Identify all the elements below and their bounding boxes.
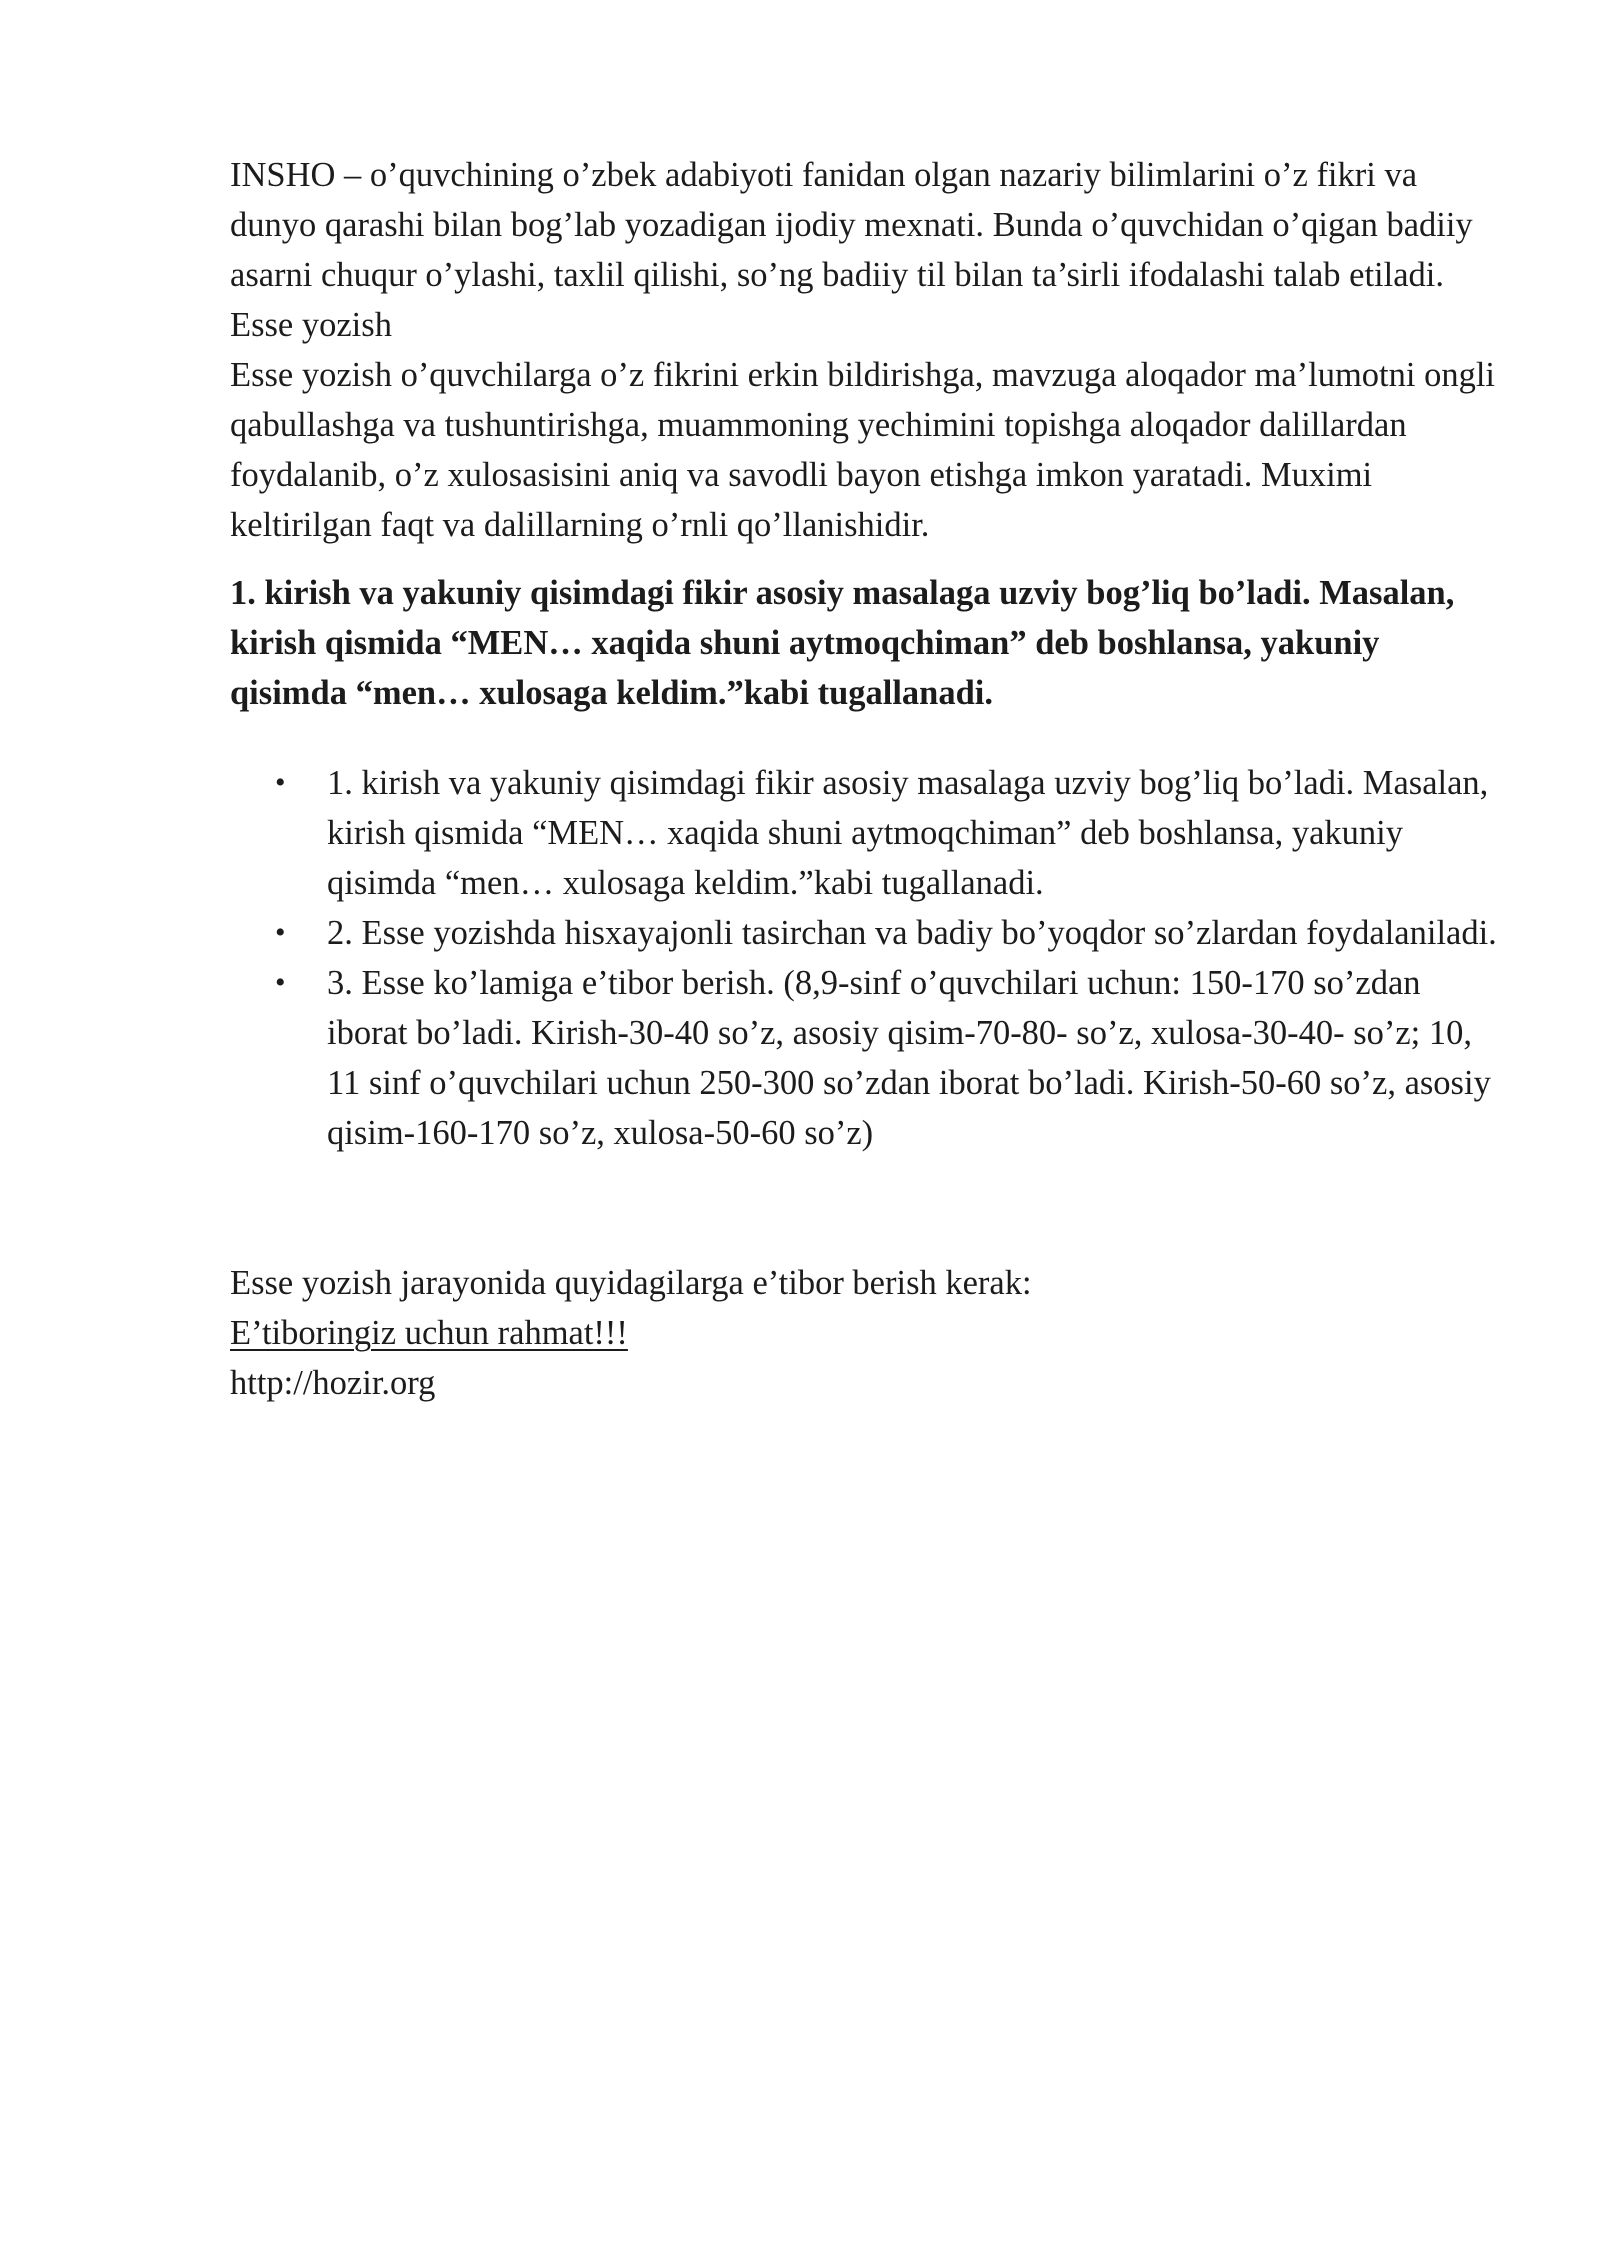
bullet-icon: •	[275, 766, 286, 799]
section-paragraph: Esse yozish o’quvchilarga o’z fikrini erkin bildirishga, mavzuga aloqador ma’lumotni ongli qabullashga va tushuntirishga, muammoning yechimini topishga aloqador dalillardan foydalanib, o’z xulosasisini aniq va savodli bayon etishga imkon yaratadi. Muximi keltirilgan faqt va dalillarning o’rnli qo’llanishidir.	[230, 356, 1496, 544]
section-heading: Esse yozish	[230, 306, 392, 344]
bullet-icon: •	[275, 916, 286, 949]
document-page	[230, 150, 1500, 1408]
thanks-link[interactable]: E’tiboringiz uchun rahmat!!!	[230, 1314, 628, 1352]
list-item-text: 3. Esse ko’lamiga e’tibor berish. (8,9-sinf o’quvchilari uchun: 150-170 so’zdan iborat bo’ladi. Kirish-30-40 so’z, asosiy qisim-70-80- so’z, xulosa-30-40- so’z; 10, 11 sinf o’quvchilari uchun 250-300 so’zdan iborat bo’ladi. Kirish-50-60 so’z, asosiy qisim-160-170 so’z, xulosa-50-60 so’z)	[327, 964, 1491, 1152]
list-item	[275, 758, 1500, 908]
list-item	[275, 958, 1500, 1158]
closing-line: Esse yozish jarayonida quyidagilarga e’tibor berish kerak:	[230, 1264, 1032, 1302]
intro-paragraph: INSHO – o’quvchining o’zbek adabiyoti fanidan olgan nazariy bilimlarini o’z fikri va dunyo qarashi bilan bog’lab yozadigan ijodiy mexnati. Bunda o’quvchidan o’qigan badiiy asarni chuqur o’ylashi, taxlil qilishi, so’ng badiiy til bilan ta’sirli ifodalashi talab etiladi.	[230, 156, 1473, 294]
bold-paragraph: 1. kirish va yakuniy qisimdagi fikir asosiy masalaga uzviy bog’liq bo’ladi. Masalan, kirish qismida “MEN… xaqida shuni aytmoqchiman” deb boshlansa, yakuniy qisimda “men… xulosaga keldim.”kabi tugallanadi.	[230, 574, 1455, 712]
bullet-icon: •	[275, 966, 286, 999]
bullet-list	[230, 758, 1500, 1158]
thanks-line	[230, 1308, 1500, 1358]
list-item	[275, 908, 1500, 958]
list-item-text: 2. Esse yozishda hisxayajonli tasirchan va badiy bo’yoqdor so’zlardan foydalaniladi.	[327, 914, 1497, 952]
list-item-text: 1. kirish va yakuniy qisimdagi fikir asosiy masalaga uzviy bog’liq bo’ladi. Masalan, kirish qismida “MEN… xaqida shuni aytmoqchiman” deb boshlansa, yakuniy qisimda “men… xulosaga keldim.”kabi tugallanadi.	[327, 764, 1489, 902]
url-line: http://hozir.org	[230, 1364, 436, 1402]
